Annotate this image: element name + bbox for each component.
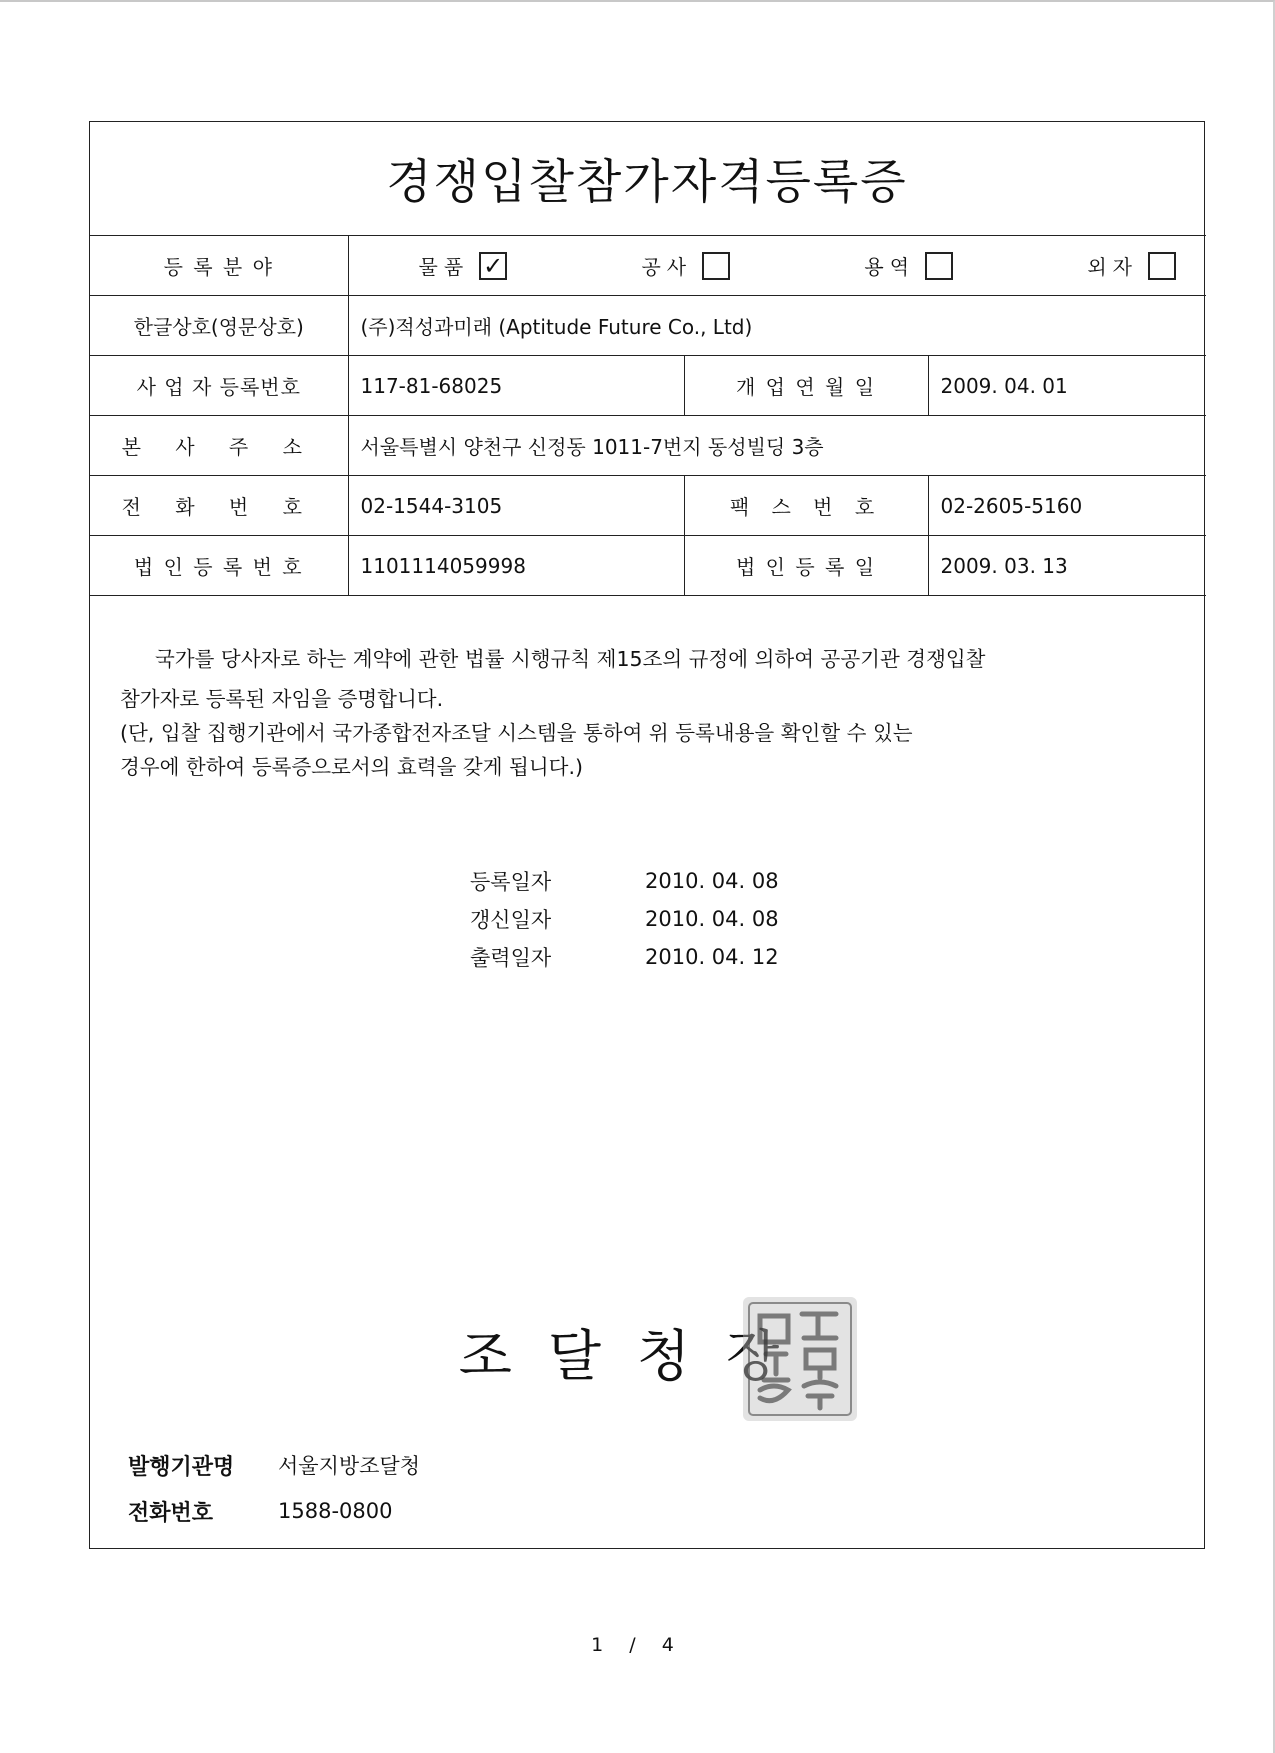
category-construction-checkbox (702, 252, 730, 280)
category-row (90, 236, 1206, 296)
open-date-label: 개 업 연 월 일 (684, 356, 928, 416)
category-goods (419, 251, 508, 280)
open-date-value: 2009. 04. 01 (928, 356, 1206, 416)
page-number: 1 / 4 (591, 1634, 684, 1656)
check-icon: ✓ (483, 251, 504, 280)
agency-value: 서울지방조달청 (278, 1454, 421, 1478)
company-name-label: 한글상호(영문상호) (90, 296, 348, 356)
renewal-date-label: 갱신일자 (470, 908, 552, 932)
issuer-name-text: 조달청장 (458, 1324, 816, 1388)
statement-line-3: (단, 입찰 집행기관에서 국가종합전자조달 시스템을 통하여 위 등록내용을 확인할 수 있는 (120, 721, 913, 745)
statement-line-4: 경우에 한하여 등록증으로서의 효력을 갖게 됩니다.) (120, 755, 583, 779)
registration-date-value: 2010. 04. 08 (645, 869, 779, 893)
print-date-value: 2010. 04. 12 (645, 945, 779, 969)
company-row (90, 296, 1206, 356)
print-date (470, 938, 779, 976)
phone-label: 전 화 번 호 (90, 476, 348, 536)
category-goods-checkbox (479, 252, 507, 280)
registration-date (470, 862, 779, 900)
category-construction (641, 251, 730, 280)
category-label: 등 록 분 야 (90, 236, 348, 296)
registration-date-label: 등록일자 (470, 870, 552, 894)
category-foreign (1087, 251, 1176, 280)
category-options (349, 251, 1207, 280)
category-services (864, 251, 953, 280)
business-number-label: 사 업 자 등록번호 (90, 356, 348, 416)
agency-phone-label: 전화번호 (128, 1500, 214, 1526)
address-row (90, 416, 1206, 476)
date-block (470, 862, 779, 976)
phone-value: 02-1544-3105 (348, 476, 684, 536)
corporate-date-label: 법 인 등 록 일 (684, 536, 928, 596)
print-date-label: 출력일자 (470, 946, 552, 970)
agency-row (128, 1442, 420, 1488)
corporate-date-value: 2009. 03. 13 (928, 536, 1206, 596)
corporate-number-label: 법 인 등 록 번 호 (90, 536, 348, 596)
company-name-value: (주)적성과미래 (Aptitude Future Co., Ltd) (348, 296, 1206, 356)
document-title: 경쟁입찰참가자격등록증 (386, 155, 908, 210)
official-seal-icon (740, 1294, 860, 1424)
category-goods-label: 물품 (418, 255, 470, 279)
certificate-frame (89, 121, 1205, 1549)
issuing-agency-block (128, 1442, 420, 1534)
address-label: 본 사 주 소 (90, 416, 348, 476)
issuer-name (90, 1312, 1204, 1391)
certification-statement (120, 642, 1170, 784)
agency-phone-row (128, 1488, 420, 1534)
category-services-label: 용역 (864, 255, 916, 279)
category-foreign-checkbox (1148, 252, 1176, 280)
fax-value: 02-2605-5160 (928, 476, 1206, 536)
phone-row (90, 476, 1206, 536)
renewal-date-value: 2010. 04. 08 (645, 907, 779, 931)
fax-label: 팩 스 번 호 (684, 476, 928, 536)
bizno-row (90, 356, 1206, 416)
category-construction-label: 공사 (641, 255, 693, 279)
address-value: 서울특별시 양천구 신정동 1011-7번지 동성빌딩 3층 (348, 416, 1206, 476)
category-services-checkbox (925, 252, 953, 280)
category-foreign-label: 외자 (1087, 255, 1138, 279)
renewal-date (470, 900, 779, 938)
statement-line-1: 국가를 당사자로 하는 계약에 관한 법률 시행규칙 제15조의 규정에 의하여 공공기관 경쟁입찰 (155, 647, 986, 671)
agency-phone-value: 1588-0800 (278, 1499, 393, 1523)
corporate-number-value: 1101114059998 (348, 536, 684, 596)
corpno-row (90, 536, 1206, 596)
statement-line-2: 참가자로 등록된 자임을 증명합니다. (120, 687, 444, 711)
agency-label: 발행기관명 (128, 1454, 235, 1480)
registration-info-table (90, 235, 1206, 596)
business-number-value: 117-81-68025 (348, 356, 684, 416)
